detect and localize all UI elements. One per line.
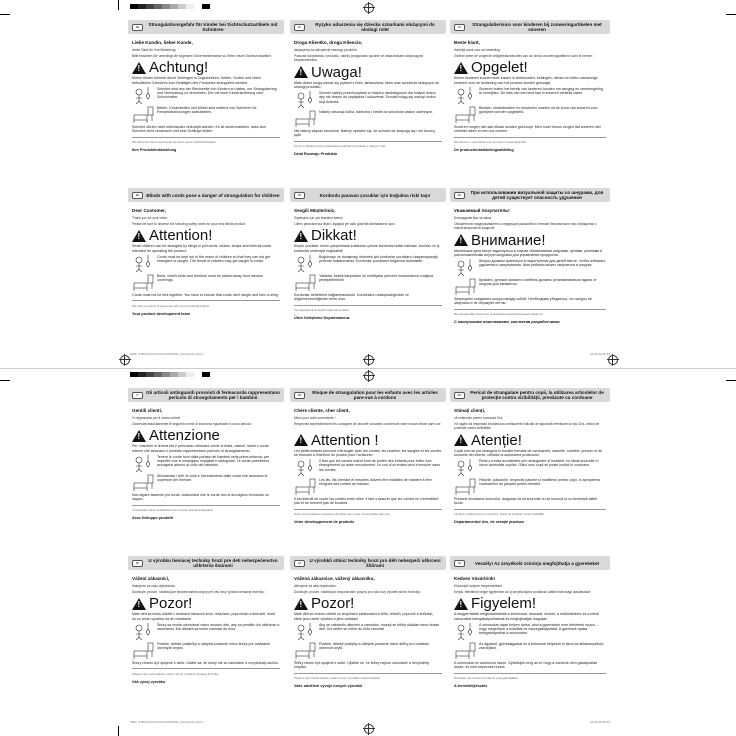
warning-word: Attenzione — [149, 427, 220, 445]
bed-window-illustration-icon — [454, 278, 476, 296]
warning-triangle-icon — [294, 434, 308, 446]
intro-text: Siparişiniz için çok teşekkür ederiz. — [294, 216, 344, 220]
divider — [454, 509, 606, 510]
cord-figure-row — [132, 623, 280, 641]
language-badge: SK — [132, 560, 143, 567]
warning-word: Opgelet! — [471, 59, 528, 77]
warning-heading — [294, 65, 442, 80]
knot-warning: Kordonlar birbirlerine bağlanmamalıdır. Kordonların dolaşmadığından ve düğümlenmediğinden emin olun. — [294, 292, 409, 302]
panel-header — [450, 556, 610, 570]
child-cord-illustration-icon — [132, 255, 154, 273]
bed-figure-row — [132, 274, 280, 292]
divider — [454, 137, 606, 138]
warning-triangle-icon — [294, 66, 308, 78]
bed-figure-row — [454, 278, 606, 296]
bed-figure-row — [454, 642, 606, 660]
bed-warning-text: Postele, detské postieľky a nábytok postavte mimo šnúry pre ovládanie okenných krytov. — [157, 641, 271, 650]
warning-heading — [294, 596, 442, 611]
safety-note: Dodržujte, prosím, nasledujúce bezpečnostné pokyny pre váš nový výrobok tieniacej techniky: — [132, 590, 265, 595]
cord-figure-row — [294, 255, 442, 273]
warning-heading — [132, 596, 280, 611]
warning-body: Kleine Kinder können durch Schlingen in Zugschnüren, Ketten, Gurten und innen befindlichen Schnüren zum Betätigen des Produktes stranguliert werden. — [132, 76, 261, 85]
panel-title: Blinds with cords pose a danger of strangulation for children — [146, 192, 280, 198]
closing-note: Yeni paravanınızın keyfini çıkarmanızı dileriz. — [294, 308, 350, 313]
child-cord-illustration-icon — [294, 255, 316, 273]
crop-mark — [0, 368, 736, 369]
warning-body: Per i bambini in tenera età è pericoloso utilizzare corde di tirata, catene, nastri e corde interne che azionano il prodotto rappresentano pericolo di strangolamento. — [132, 444, 269, 453]
registration-mark-icon — [364, 371, 374, 381]
signature: De productontwikkelingsafdeling — [454, 148, 514, 153]
closing-note: Prajeme vám veľa radosti s vaším novým výrobkom tieniacej techniky. — [132, 671, 219, 676]
bed-warning-text: Кровати, детские кровати и мебель должны устанавливаться вдали от шнуров для занавесок. — [479, 277, 597, 287]
bed-window-illustration-icon — [454, 106, 476, 124]
cord-warning-text: Шнуры должны храниться в недоступном для детей месте, чтобы избежать удушения и запутывания. Шея ребенка может запутаться в шнурах. — [479, 258, 606, 268]
language-badge: CZ — [294, 560, 305, 567]
timestamp-slug: 26.08.19 09:23 — [590, 352, 611, 356]
knot-warning: Šnúry nesmú byť spojené k sebe. Uistite sa, že šnúry nie sú zamotané a nevytvárajú slučku. — [132, 660, 279, 665]
cord-warning-text: Snoeren buiten het bereik van kinderen houden om wurging en verstrengeling te vermijden. De hals van een kind kan in snoeren verstrikt raken. — [479, 86, 603, 95]
cord-figure-row — [454, 459, 606, 477]
language-badge: DE — [132, 24, 143, 31]
cord-warning-text: Il faut que les cordes soient hors de portée des enfants pour éviter tout étranglement ou autre enroulement. Le cou d'un enfant peut s'enrouler dans les cordes. — [319, 458, 441, 472]
safety-note: Respectez impérativement les consignes de sécurité suivantes concernant votre nouvel article pare-vue : — [294, 422, 441, 431]
cord-warning-text: Sznurki należy przechowywać w miejscu niedostępnym dla małych dzieci, aby nie doszło do zaplątania i uduszenia. Sznurki mogą się owinąć wokół szyi dziecka. — [319, 90, 437, 104]
warning-word: Pozor! — [311, 595, 355, 613]
bed-warning-text: Należy odsunąć łóżka, łóżeczka i meble od sznurków zasłon okiennych. — [319, 109, 434, 114]
warning-panel — [128, 556, 284, 726]
warning-body: A kisgyermekek megfulladhatnak a zsinórokat, láncokat, öveket, a működtetésre és a belső zsinórokba belegabalyodhatnak és megfojthatják magukat. — [454, 612, 600, 621]
greeting: Sevgili Müşterimiz, — [294, 208, 336, 213]
crop-mark — [0, 14, 10, 15]
warning-word: Attention ! — [311, 431, 379, 449]
greeting: Vážená zákaznice, vážený zákazníku, — [294, 576, 375, 581]
color-bar — [130, 372, 210, 377]
closing-note: We wish you plenty of enjoyment with your new blinds product. — [132, 303, 210, 308]
greeting: Stimați clienți, — [454, 408, 486, 413]
safety-note: Vă rugăm să respectați întotdeauna următoarele indicații de siguranță referitoare la noul Dvs. articol de protecție contra vizibilității: — [454, 422, 600, 431]
warning-word: Achtung! — [149, 59, 209, 77]
divider — [294, 305, 442, 306]
warning-body: Les petits enfants peuvent s'étrangler avec les cordes, les chaînes, les sangles et les cordes se trouvant à l'intérieur du produit pour l'actionner. — [294, 448, 442, 458]
warning-word: Внимание! — [471, 231, 546, 249]
intro-text: dziękujemy za zakupienie naszego produktu. — [294, 48, 358, 52]
safety-note: Обязательно придерживайтесь следующих указаний по технике безопасности при обращении с новой визуальной защитой: — [454, 222, 597, 231]
signature: Your product development team — [132, 311, 190, 316]
cord-warning-text: Schnüre sind aus der Reichweite von Kindern zu halten, um Strangulierung und Verwicklung zu vermeiden. Der mit einer Kindersicherung oder Schnurhalter. — [157, 86, 277, 100]
knot-warning: Cords must not be tied together. You have to ensure that cords don't tangle and form a sling. — [132, 292, 279, 297]
panel-title: Gli articoli antisguardi provvisti di fermacorda rappresentano pericolo di strangolamento per i bambini — [146, 390, 280, 400]
crop-mark — [726, 380, 736, 381]
panel-header — [128, 388, 284, 402]
child-cord-illustration-icon — [454, 623, 476, 641]
signature: Votre développement de produits — [294, 520, 355, 525]
language-badge: HU — [454, 560, 465, 567]
warning-word: Dikkat! — [311, 227, 357, 245]
warning-body: Copiii mici se pot strangula în buclele formate de cordoanele, lanțurile, curelele, precum și de șnururile din interior, utilizate la acționarea produsului. — [454, 448, 603, 458]
warning-word: Pozor! — [149, 595, 193, 613]
safety-note: Osservate assolutamente le seguenti norme di sicurezza riguardanti il nuovo articolo: — [132, 422, 252, 427]
language-badge: EN — [132, 192, 143, 199]
warning-body: Kleine kinderen kunnen door lussen in trekkoorden, kettingen, riemen en intern aanwezige snoeren voor de bediening van het product worden gewurgd. — [454, 76, 598, 85]
warning-heading — [132, 428, 280, 443]
cord-figure-row — [454, 87, 606, 105]
crop-mark — [118, 0, 119, 10]
bed-warning-text: Az ágyakat, gyerekágyakat és a bútorokat helyezze el távol az ablakárnyékoló zsinórjaitól. — [479, 641, 604, 650]
bed-figure-row — [454, 478, 606, 496]
cord-figure-row — [294, 459, 442, 477]
divider — [454, 673, 606, 674]
warning-body: Małe dzieci mogą udusić się pętlami z linek, łańcuszków, taśm oraz sznurków służących do obsługi produktu. — [294, 80, 439, 90]
panel-title: U výrobku tieniacej techniky hrozí pre deti nebezpečenstvo uškrtenia šnúrami — [148, 558, 278, 568]
child-cord-illustration-icon — [454, 87, 476, 105]
safety-note: Bitte beachten Sie unbedingt die folgenden Sicherheitshinweise zu Ihrem neuen Sichtschutzartikel: — [132, 54, 272, 59]
language-badge: PL — [294, 24, 305, 31]
warning-panel — [450, 188, 610, 358]
closing-note: Reméljük, sok örömet lel majd az új árnyékolójában. — [454, 676, 519, 681]
warning-heading — [294, 228, 442, 243]
panel-title: Risque de strangulation pour les enfants avec les articles pare-vue à cordons — [312, 390, 438, 400]
panel-header — [290, 388, 446, 402]
bed-window-illustration-icon — [132, 642, 154, 660]
file-slug: 0282_STRANGULATION-WARNING_Kinderbett.indd 1 — [130, 352, 204, 356]
bed-figure-row — [132, 642, 280, 660]
bed-window-illustration-icon — [294, 478, 316, 496]
warning-panel — [450, 556, 610, 726]
cord-figure-row — [294, 91, 442, 109]
greeting: Dear Customer, — [132, 208, 166, 213]
closing-note: Nous vous souhaitons beaucoup de plaisir avec votre nouvel article pare-vue. — [294, 512, 391, 517]
panel-title: При использовании визуальной защиты со шнурами, для детей существует опасность удушения — [470, 190, 604, 200]
closing-note: Wir wünschen Ihnen viel Freude mit Ihrem neuen Sichtschutzartikel. — [132, 140, 217, 145]
warning-triangle-icon — [454, 234, 468, 246]
panel-header — [128, 188, 284, 202]
warning-panel — [290, 556, 446, 726]
divider — [132, 137, 280, 138]
warning-heading — [454, 596, 606, 611]
intro-text: Thank you for your order. — [132, 216, 168, 220]
bed-window-illustration-icon — [132, 274, 154, 292]
intro-text: Merci pour votre commande ! — [294, 416, 336, 420]
warning-heading — [294, 433, 442, 448]
warning-triangle-icon — [454, 434, 468, 446]
language-badge: IT — [132, 392, 143, 399]
bed-window-illustration-icon — [294, 110, 316, 128]
divider — [454, 309, 606, 310]
knot-warning: Il est interdit de nouer les cordes entre elles. Il faut s'assurer que les cordes ne s'emmêlent pas et ne forment pas de boucles. — [294, 496, 439, 506]
panel-title: Strangulationsgefahr für Kinder bei Sichtschutzartikeln mit Schnüren — [148, 22, 278, 32]
cord-warning-text: Šnúry sa musia uchovávať mimo dosahu detí, aby sa predišlo ich uškrteniu a zamotaniu. Krk dieťaťa sa môže zamotať do šnúr. — [157, 622, 280, 631]
warning-word: Uwaga! — [311, 63, 362, 81]
intro-text: Благодарим Вас за заказ. — [454, 216, 493, 220]
bed-window-illustration-icon — [132, 474, 154, 492]
signature: Dział Rozwoju Produktu — [294, 152, 338, 157]
bed-figure-row — [132, 474, 280, 492]
cord-figure-row — [454, 623, 606, 641]
greeting: Beste klant, — [454, 40, 480, 45]
panel-header — [450, 188, 610, 202]
bed-window-illustration-icon — [294, 642, 316, 660]
cord-warning-text: Aby se zabránilo uškrcení a zamotání, musejí se šňůry ukládat mimo dosah dětí. Krk dítěte se může do šňůr zamotat. — [319, 622, 440, 631]
divider — [132, 300, 280, 301]
cord-figure-row — [132, 455, 280, 473]
warning-triangle-icon — [132, 62, 146, 74]
cord-figure-row — [454, 259, 606, 277]
language-badge: FR — [294, 392, 305, 399]
warning-panel — [128, 20, 284, 190]
safety-note: Gelieve zeker de volgende veiligheidsinstructies van uw nieuw zonweringsartikel in acht te nemen: — [454, 54, 593, 59]
warning-body: Small children can be strangled by slings in pull cords, chains, straps and internal cords intended for operating the product. — [132, 244, 272, 253]
panel-title: Strangulatierisico voor kinderen bij zonweringartikelen met snoeren — [472, 22, 602, 32]
language-badge: TR — [294, 192, 305, 199]
greeting: Kedves Vásárlónk! — [454, 576, 496, 581]
signature: A termékfejlesztés — [454, 684, 488, 689]
cord-figure-row — [132, 255, 280, 273]
bed-warning-text: Postele, dětské postýlky a nábytek postavte mimo šňůry pro ovládání okenních krytů. — [319, 641, 430, 650]
warning-triangle-icon — [294, 230, 308, 242]
file-slug: 0282_STRANGULATION-WARNING_Kinderbett.indd 2 — [130, 720, 204, 724]
child-cord-illustration-icon — [294, 623, 316, 641]
child-cord-illustration-icon — [294, 459, 316, 477]
warning-triangle-icon — [454, 598, 468, 610]
greeting: Vážení zákazníci, — [132, 576, 170, 581]
warning-triangle-icon — [294, 598, 308, 610]
panel-header — [290, 20, 446, 34]
knot-warning: Nie należy wiązać sznurków. Należy upewnić się, że sznurki nie skręcają się i nie tworzą pętli. — [294, 128, 435, 138]
bed-warning-text: Yataklar, bebek karyolaları ve mobilyalar pencere kordonlarının uzağına yerleştirilmelidir. — [319, 273, 433, 282]
cord-warning-text: A zsinórokat olyan helyen tartsa, ahol a gyermekek nem férhetnek hozzá – hogy megelőzze a fulladást és összegabalyodást. A gyerekek nyaka belegabalyodhat a zsinórokba. — [479, 622, 598, 636]
bed-warning-text: Les lits, lits d'enfant et meubles doivent être installés de manière à être éloignés des cordes de rideaux. — [319, 477, 432, 487]
warning-word: Figyelem! — [471, 595, 537, 613]
divider — [294, 673, 442, 674]
bed-window-illustration-icon — [132, 106, 154, 124]
cord-warning-text: Cords must be kept out of the reach of children so that they can not get strangled or caught. The throat of children may get caught in cords. — [157, 254, 271, 263]
panel-header — [128, 20, 284, 34]
warning-triangle-icon — [132, 430, 146, 442]
bed-figure-row — [294, 478, 442, 496]
panel-header — [128, 556, 284, 570]
closing-note: Vă dorim multă bucurie cu noul Dvs. articol de protecție contra vizibilității. — [454, 512, 545, 517]
closing-note: We wensen u veel plezier met uw nieuw zonweringsartikel. — [454, 140, 527, 145]
crop-mark — [726, 14, 736, 15]
bed-warning-text: Paturile, patuțurile, respectiv paturile și mobilierul pentru copii, în apropierea cordoanelor de jaluzele pentru ferestre. — [479, 477, 600, 487]
warning-panel — [128, 388, 284, 558]
warning-heading — [454, 233, 606, 248]
knot-warning: A zsinórokat ne csomózza össze. Győződjön meg arról, hogy a zsinórok nem gabalyodtak össze, és nem képeznek hurkot. — [454, 660, 598, 670]
intro-text: Vi ringraziamo per il vostro ordine! — [132, 416, 181, 420]
intro-text: vielen Dank für Ihre Bestellung. — [132, 48, 177, 52]
knot-warning: Prevenți înnodarea șnururilor. Asigurați-vă că șnururile nu se încurcă și nu formează astfel bucle. — [454, 496, 598, 506]
divider — [294, 141, 442, 142]
crop-mark — [118, 726, 119, 736]
registration-mark-icon — [364, 3, 374, 13]
warning-body: Küçük çocuklar, ürünü çalıştırmada kullanılan çekme kordonlarındaki halkalar, zincirler ve iç kordonlar nedeniyle boğulabilir. — [294, 244, 440, 253]
warning-body: Malé deti sa môžu uškrtiť v slučkách ťahacích šnúr, reťaziach, popruhoch a šnúrach, ktoré sú vo vnútri výrobku na ich ovládanie. — [132, 612, 276, 621]
panel-header — [450, 388, 610, 402]
bed-window-illustration-icon — [454, 478, 476, 496]
warning-triangle-icon — [132, 598, 146, 610]
bed-warning-text: Allontanare i letti, le culle e l'arredamento dalle corde che azionano le coperture per finestre. — [157, 473, 268, 482]
divider — [132, 505, 280, 506]
signature: Ihre Produktentwicklung — [132, 148, 177, 153]
bed-window-illustration-icon — [454, 642, 476, 660]
greeting: Gentili clienti, — [132, 408, 163, 413]
cord-figure-row — [132, 87, 280, 105]
knot-warning: Запрещено соединять шнуры между собой. Необходимо убедиться, что шнуры не запутаны и не образуют петлю. — [454, 296, 592, 306]
greeting: Уважаемый покупатель! — [454, 208, 510, 213]
closing-note: Přejeme vám hodně radosti s vaším novým výrobkem stínicí techniky. — [294, 676, 381, 681]
timestamp-slug: 26.08.19 09:23 — [590, 720, 611, 724]
child-cord-illustration-icon — [454, 259, 476, 277]
bed-figure-row — [454, 106, 606, 124]
greeting: Chère cliente, cher client, — [294, 408, 350, 413]
greeting: Droga Klientko, droga Kliencie, — [294, 40, 363, 45]
child-cord-illustration-icon — [454, 459, 476, 477]
panel-title: Pericol de strangulare pentru copii, la utilizarea articolelor de protecție contra vizibilității, prevăzute cu cordoane — [470, 390, 604, 400]
language-badge: RO — [454, 392, 465, 399]
intro-text: Hartelijk dank voor uw bestelling. — [454, 48, 501, 52]
cord-warning-text: Tenere le corde fuori dalla portata dei bambini nella prima infanzia, per impedire che si rimangano impigliati e strangolati. Le corde potrebbero avvolgersi attorno al collo del bambino. — [157, 454, 270, 468]
knot-warning: Snoeren mogen niet aan elkaar worden geknoopt. Men moet ervoor zorgen dat snoeren niet verstrikt raken en een lus vormen. — [454, 124, 601, 134]
panel-header — [450, 20, 610, 34]
cord-warning-text: Pentru a evita accidentele prin strangulare și încâlcire, nu lăsați șnururile în locuri accesibile copiilor. Gâtul unui copil se poate încâlci în cordoane. — [479, 458, 599, 468]
intro-text: Köszönjük szépen megrendelését. — [454, 584, 503, 588]
panel-title: Veszély! Az árnyékoló zsinórja megfojthatja a gyerekeket — [474, 560, 600, 566]
bed-figure-row — [294, 274, 442, 292]
panel-header — [290, 188, 446, 202]
knot-warning: Šňůry nesmí být spojené k sobě. Ujistěte se, že šňůry nejsou zamotané a nevytvářejí smyčku. — [294, 660, 430, 670]
safety-note: Dodržujte, prosím, následující bezpečnostní pokyny pro váš nový výrobek stínicí techniky: — [294, 590, 421, 595]
bed-warning-text: Beds, child's beds and furniture must be placed away from window coverings. — [157, 273, 263, 282]
bed-figure-row — [294, 110, 442, 128]
bed-window-illustration-icon — [294, 274, 316, 292]
warning-panel — [450, 20, 610, 190]
warning-heading — [132, 228, 280, 243]
signature: Vaše oddělení vývoje nových výrobků — [294, 684, 363, 689]
bed-warning-text: Bedden, kinderbedden en meubelen moeten uit de buurt van snoeren voor gordijnen worden opgesteld. — [479, 105, 598, 114]
warning-panel — [128, 188, 284, 358]
knot-warning: Non legare assieme più corde. Assicurarsi che le corde non si avvolgano formando un cappio. — [132, 492, 269, 502]
warning-triangle-icon — [132, 230, 146, 242]
panel-header — [290, 556, 446, 570]
color-bar — [130, 4, 210, 9]
signature: Area Sviluppo prodotti — [132, 516, 173, 521]
panel-title: U výrobků stínicí techniky hrozí pro děti nebezpečí uškrcení šňůrami — [309, 558, 441, 568]
divider — [294, 509, 442, 510]
signature: С наилучшими пожеланиями, коллектив разработчиков — [454, 320, 560, 325]
warning-triangle-icon — [454, 62, 468, 74]
greeting: Liebe Kundin, lieber Kunde, — [132, 40, 193, 45]
signature: Ürün Geliştirme Departmanınız — [294, 316, 350, 321]
panel-title: Kordonlu paravan çocuklar için boğulma riski taşır — [319, 192, 431, 198]
closing-note: Мы желаем Вам приятного пользования новой визуальной защитой. — [454, 312, 544, 317]
safety-note: Kérjük, feltétlenül vegye figyelembe az új árnyékolójára vonatkozó alábbi biztonsági utasításokat: — [454, 590, 591, 595]
language-badge: RU — [454, 192, 465, 199]
safety-note: Lütfen paravanınıza ilişkin, aşağıda yer alan güvenlik talimatlarına uyun. — [294, 222, 396, 227]
knot-warning: Schnüre dürfen nicht miteinander verknüpft werden. Es ist sicherzustellen, dass sich Schnüre nicht verwickeln und eine Schlinge bilden. — [132, 124, 267, 134]
language-badge: NL — [454, 24, 465, 31]
closing-note: Vi auguriamo tante soddisfazioni con il nuovo articolo antisguardi. — [132, 508, 214, 513]
bed-figure-row — [294, 642, 442, 660]
warning-panel — [290, 388, 446, 558]
warning-panel — [450, 388, 610, 558]
cord-figure-row — [294, 623, 442, 641]
safety-note: Please be sure to observe the following safety notes for your new blinds product: — [132, 222, 246, 227]
child-cord-illustration-icon — [294, 91, 316, 109]
warning-word: Atenție! — [471, 431, 522, 449]
warning-heading — [454, 60, 606, 75]
warning-word: Attention! — [149, 227, 213, 245]
intro-text: děkujeme za vaši objednávku. — [294, 584, 337, 588]
bed-warning-text: Betten, Kinderbetten und Möbel sind entfernt von Schnüren für Fensterabdeckungen aufzustellen. — [157, 105, 257, 114]
closing-note: Życzymy Państwu dużo zadowolenia podczas korzystania z naszych rolet. — [294, 144, 387, 149]
warning-heading — [454, 433, 606, 448]
bed-figure-row — [132, 106, 280, 124]
crop-mark — [0, 380, 10, 381]
safety-note: Podczas korzystania z produktu, należy postępować zgodnie ze wskazówkami dotyczącymi bezpieczeństwa. — [294, 54, 424, 63]
child-cord-illustration-icon — [132, 455, 154, 473]
intro-text: vă mulțumim pentru comanda Dvs. — [454, 416, 504, 420]
warning-panel — [290, 188, 446, 358]
warning-panel — [290, 20, 446, 190]
warning-body: Malé děti se mohou uškrtit ve smyčkách zatahovacích šňůr, řetízků, popruhů a šňůrách, které jsou uvnitř výrobku k jeho ovládání. — [294, 612, 434, 621]
divider — [132, 668, 280, 669]
intro-text: ďakujeme za vašu objednávku. — [132, 584, 176, 588]
signature: Váš vývoj výrobku — [132, 679, 166, 684]
warning-body: Маленькие дети могут задохнуться в случае обматывания шнурами, цепями, ремнями и расположенными внутри шнурами для управления продуктом. — [454, 248, 603, 258]
warning-heading — [132, 60, 280, 75]
panel-title: Ryzyko uduszenia się dziecka sznurkami służącymi do obsługi rolet — [315, 22, 435, 32]
child-cord-illustration-icon — [132, 87, 154, 105]
cord-warning-text: Boğulmayı ve dolaşmayı önlemek için kordonlar çocukların ulaşamayacağı yerlerde saklanmalıdır. Kordonlar çocukların boğazına dolanabilir. — [319, 254, 438, 263]
signature: Departamentul dvs. de creație produse — [454, 520, 525, 525]
child-cord-illustration-icon — [132, 623, 154, 641]
